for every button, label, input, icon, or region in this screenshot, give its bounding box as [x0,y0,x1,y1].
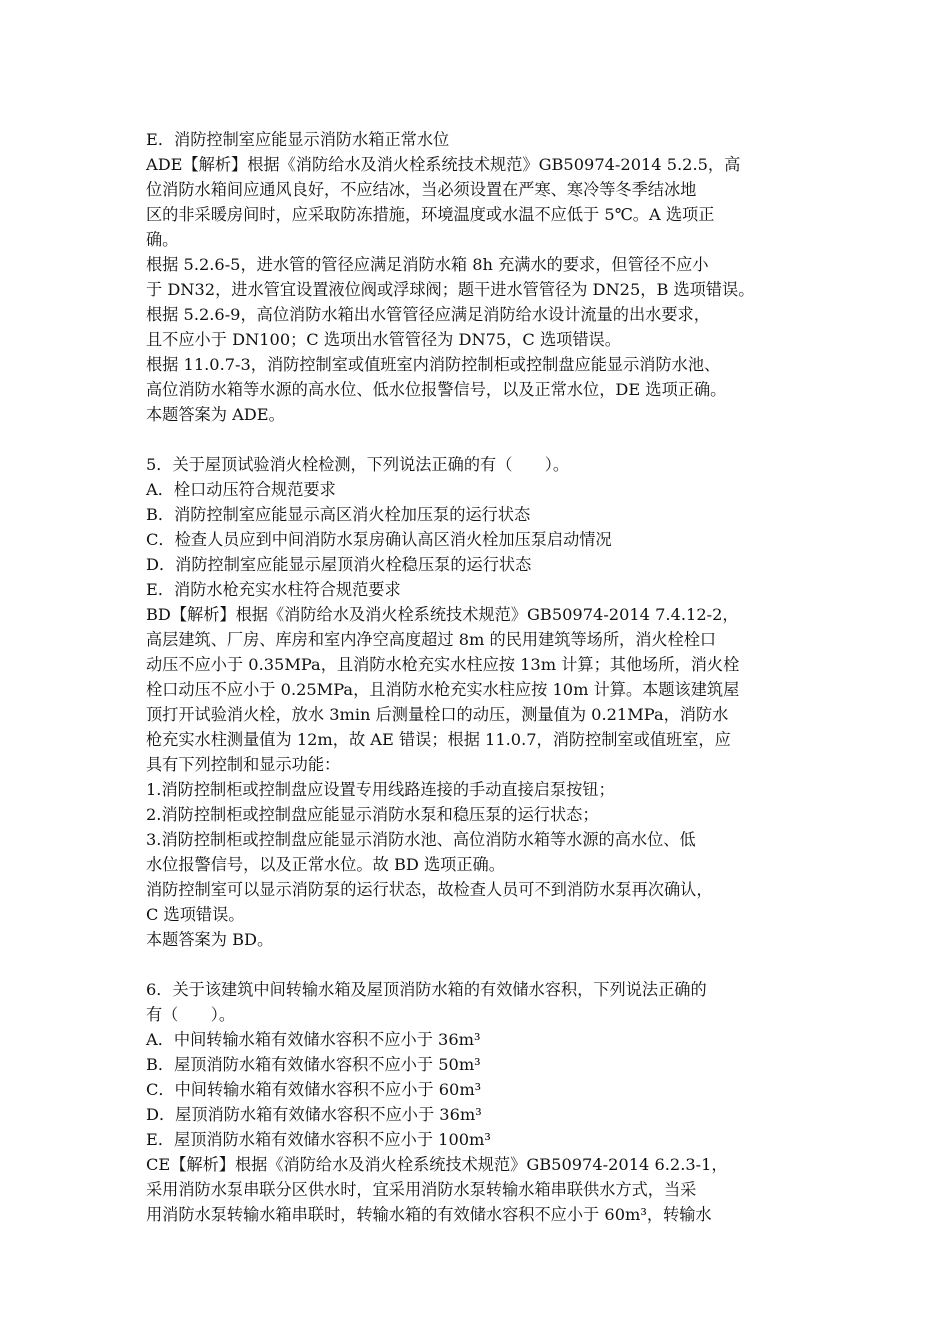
text-line: B．屋顶消防水箱有效储水容积不应小于 50m³ [146,1055,481,1074]
text-line: E．消防水枪充实水柱符合规范要求 [146,580,401,599]
text-line: 于 DN32，进水管宜设置液位阀或浮球阀；题干进水管管径为 DN25，B 选项错误。 [146,280,755,299]
text-line: 且不应小于 DN100；C 选项出水管管径为 DN75，C 选项错误。 [146,330,621,349]
text-line: C 选项错误。 [146,905,245,924]
text-line: 动压不应小于 0.35MPa，且消防水枪充实水柱应按 13m 计算；其他场所，消火栓 [146,655,740,674]
text-line: 高层建筑、厂房、库房和室内净空高度超过 8m 的民用建筑等场所，消火栓栓口 [146,630,717,649]
document-body [146,127,816,1227]
text-line: 具有下列控制和显示功能： [146,755,341,774]
text-line: 5．关于屋顶试验消火栓检测，下列说法正确的有（ ）。 [146,455,570,474]
text-line: D．消防控制室应能显示屋顶消火栓稳压泵的运行状态 [146,555,532,574]
text-line: 3.消防控制柜或控制盘应能显示消防水池、高位消防水箱等水源的高水位、低 [146,830,696,849]
text-line: 本题答案为 BD。 [146,930,274,949]
blank-line [146,952,816,977]
text-line: E．消防控制室应能显示消防水箱正常水位 [146,130,450,149]
text-line: 枪充实水柱测量值为 12m，故 AE 错误；根据 11.0.7，消防控制室或值班室，应 [146,730,731,749]
text-line: A．栓口动压符合规范要求 [146,480,336,499]
text-line: A．中间转输水箱有效储水容积不应小于 36m³ [146,1030,481,1049]
text-line: 采用消防水泵串联分区供水时，宜采用消防水泵转输水箱串联供水方式，当采 [146,1180,697,1199]
text-line: E．屋顶消防水箱有效储水容积不应小于 100m³ [146,1130,491,1149]
text-line: B．消防控制室应能显示高区消火栓加压泵的运行状态 [146,505,531,524]
text-line: 确。 [146,230,179,249]
text-line: 用消防水泵转输水箱串联时，转输水箱的有效储水容积不应小于 60m³，转输水 [146,1205,712,1224]
text-line: 高位消防水箱等水源的高水位、低水位报警信号，以及正常水位，DE 选项正确。 [146,380,727,399]
text-line: CE【解析】根据《消防给水及消火栓系统技术规范》GB50974-2014 6.2.3-1， [146,1155,728,1174]
text-line: 栓口动压不应小于 0.25MPa，且消防水枪充实水柱应按 10m 计算。本题该建筑屋 [146,680,740,699]
text-line: 根据 11.0.7-3，消防控制室或值班室内消防控制柜或控制盘应能显示消防水池、 [146,355,721,374]
text-line: ADE【解析】根据《消防给水及消火栓系统技术规范》GB50974-2014 5.2.5，高 [146,155,741,174]
text-line: 顶打开试验消火栓，放水 3min 后测量栓口的动压，测量值为 0.21MPa，消防水 [146,705,729,724]
text-line: 1.消防控制柜或控制盘应设置专用线路连接的手动直接启泵按钮； [146,780,615,799]
text-line: 6．关于该建筑中间转输水箱及屋顶消防水箱的有效储水容积，下列说法正确的 [146,980,707,999]
text-line: C．中间转输水箱有效储水容积不应小于 60m³ [146,1080,482,1099]
text-line: 消防控制室可以显示消防泵的运行状态，故检查人员可不到消防水泵再次确认， [146,880,713,899]
text-line: 根据 5.2.6-9，高位消防水箱出水管管径应满足消防给水设计流量的出水要求， [146,305,710,324]
blank-line [146,427,816,452]
text-line: 根据 5.2.6-5，进水管的管径应满足消防水箱 8h 充满水的要求，但管径不应小 [146,255,709,274]
text-line: 本题答案为 ADE。 [146,405,285,424]
text-line: 位消防水箱间应通风良好，不应结冰，当必须设置在严寒、寒冷等冬季结冰地 [146,180,697,199]
text-line: D．屋顶消防水箱有效储水容积不应小于 36m³ [146,1105,482,1124]
text-line: 2.消防控制柜或控制盘应能显示消防水泵和稳压泵的运行状态； [146,805,599,824]
text-line: C．检查人员应到中间消防水泵房确认高区消火栓加压泵启动情况 [146,530,612,549]
text-line: 水位报警信号，以及正常水位。故 BD 选项正确。 [146,855,505,874]
text-line: 有（ ）。 [146,1005,236,1024]
text-line: 区的非采暖房间时，应采取防冻措施，环境温度或水温不应低于 5℃。A 选项正 [146,205,715,224]
text-line: BD【解析】根据《消防给水及消火栓系统技术规范》GB50974-2014 7.4.12-2， [146,605,739,624]
